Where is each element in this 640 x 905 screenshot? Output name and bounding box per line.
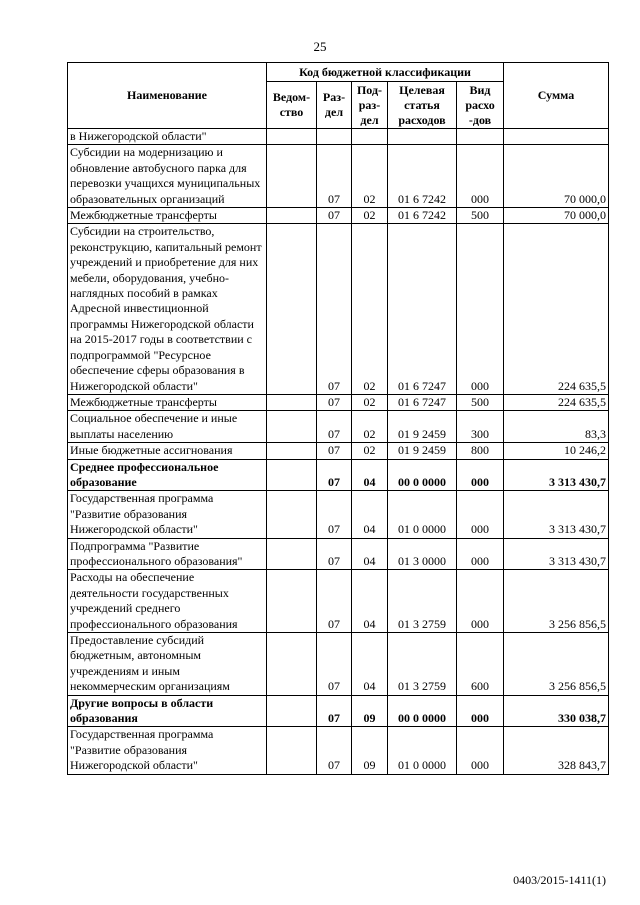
cell-name: в Нижегородской области"	[68, 129, 267, 145]
cell-target: 01 6 7242	[388, 145, 457, 208]
cell-name: Предоставление субсидий бюджетным, автономным учреждениям и иным некоммерческим организациям	[68, 633, 267, 696]
cell-podrazdel: 02	[352, 145, 388, 208]
cell-vid	[457, 129, 504, 145]
cell-vid: 000	[457, 491, 504, 538]
cell-razdel: 07	[317, 443, 352, 459]
table-row	[68, 145, 609, 208]
document-code: 0403/2015-1411(1)	[513, 873, 606, 887]
cell-razdel: 07	[317, 394, 352, 410]
cell-vedomstvo	[267, 727, 317, 774]
page-number: 25	[313, 39, 327, 54]
cell-vid: 000	[457, 570, 504, 633]
header-code-group: Код бюджетной классификации	[267, 63, 504, 82]
cell-name: Государственная программа "Развитие образования Нижегородской области"	[68, 727, 267, 774]
header-sum: Сумма	[504, 63, 609, 129]
cell-vedomstvo	[267, 443, 317, 459]
cell-sum: 3 313 430,7	[504, 538, 609, 570]
cell-sum: 10 246,2	[504, 443, 609, 459]
cell-vedomstvo	[267, 224, 317, 394]
header-razdel: Раз-дел	[317, 82, 352, 129]
cell-razdel: 07	[317, 411, 352, 443]
cell-target: 01 0 0000	[388, 727, 457, 774]
cell-name: Субсидии на модернизацию и обновление автобусного парка для перевозки учащихся муниципальных образовательных организаций	[68, 145, 267, 208]
budget-table	[67, 62, 609, 775]
cell-target: 01 9 2459	[388, 443, 457, 459]
cell-vid: 300	[457, 411, 504, 443]
cell-podrazdel: 04	[352, 570, 388, 633]
table-body	[68, 129, 609, 775]
cell-name: Субсидии на строительство, реконструкцию, капитальный ремонт учреждений и приобретение для них мебели, оборудования, учебно-наглядных пособий в рамках Адресной инвестиционной программы Нижегородской области на 2015-2017 годы в соответствии с подпрограммой "Ресурсное обеспечение сферы образования в Нижегородской области"	[68, 224, 267, 394]
cell-name: Иные бюджетные ассигнования	[68, 443, 267, 459]
cell-target	[388, 129, 457, 145]
cell-vid: 000	[457, 538, 504, 570]
cell-vedomstvo	[267, 491, 317, 538]
cell-sum: 70 000,0	[504, 145, 609, 208]
cell-sum	[504, 129, 609, 145]
header-podrazdel: Под-раз-дел	[352, 82, 388, 129]
cell-target: 01 6 7242	[388, 208, 457, 224]
table-header	[68, 63, 609, 129]
cell-vid: 500	[457, 394, 504, 410]
cell-sum: 3 256 856,5	[504, 633, 609, 696]
table-row	[68, 695, 609, 727]
cell-sum: 224 635,5	[504, 224, 609, 394]
table-row	[68, 491, 609, 538]
cell-podrazdel: 04	[352, 459, 388, 491]
cell-razdel: 07	[317, 538, 352, 570]
table-row	[68, 224, 609, 394]
cell-vid: 000	[457, 727, 504, 774]
table-row	[68, 394, 609, 410]
header-target: Целевая статья расходов	[388, 82, 457, 129]
cell-razdel: 07	[317, 459, 352, 491]
cell-name: Государственная программа "Развитие образования Нижегородской области"	[68, 491, 267, 538]
cell-target: 00 0 0000	[388, 459, 457, 491]
cell-target: 01 6 7247	[388, 224, 457, 394]
table-row	[68, 538, 609, 570]
cell-vedomstvo	[267, 129, 317, 145]
cell-target: 01 3 2759	[388, 633, 457, 696]
cell-razdel: 07	[317, 695, 352, 727]
cell-target: 01 3 0000	[388, 538, 457, 570]
cell-razdel: 07	[317, 727, 352, 774]
header-vid: Вид расхо -дов	[457, 82, 504, 129]
cell-razdel: 07	[317, 224, 352, 394]
cell-sum: 70 000,0	[504, 208, 609, 224]
cell-vedomstvo	[267, 394, 317, 410]
cell-podrazdel	[352, 129, 388, 145]
table-row	[68, 633, 609, 696]
cell-name: Подпрограмма "Развитие профессионального образования"	[68, 538, 267, 570]
cell-razdel	[317, 129, 352, 145]
cell-sum: 224 635,5	[504, 394, 609, 410]
cell-sum: 3 256 856,5	[504, 570, 609, 633]
cell-sum: 3 313 430,7	[504, 491, 609, 538]
cell-sum: 83,3	[504, 411, 609, 443]
table-row	[68, 411, 609, 443]
cell-vedomstvo	[267, 208, 317, 224]
header-vedomstvo: Ведом-ство	[267, 82, 317, 129]
cell-vedomstvo	[267, 411, 317, 443]
cell-vid: 600	[457, 633, 504, 696]
cell-target: 00 0 0000	[388, 695, 457, 727]
cell-podrazdel: 02	[352, 443, 388, 459]
cell-podrazdel: 09	[352, 695, 388, 727]
cell-vid: 500	[457, 208, 504, 224]
table-row	[68, 570, 609, 633]
cell-razdel: 07	[317, 145, 352, 208]
cell-podrazdel: 02	[352, 224, 388, 394]
cell-vid: 000	[457, 224, 504, 394]
table-row	[68, 727, 609, 774]
cell-podrazdel: 04	[352, 538, 388, 570]
cell-podrazdel: 02	[352, 394, 388, 410]
cell-sum: 328 843,7	[504, 727, 609, 774]
cell-vid: 000	[457, 695, 504, 727]
cell-razdel: 07	[317, 208, 352, 224]
cell-target: 01 0 0000	[388, 491, 457, 538]
table-row	[68, 459, 609, 491]
cell-vedomstvo	[267, 570, 317, 633]
cell-podrazdel: 04	[352, 491, 388, 538]
cell-vid: 000	[457, 145, 504, 208]
cell-name: Среднее профессиональное образование	[68, 459, 267, 491]
header-name: Наименование	[68, 63, 267, 129]
cell-name: Другие вопросы в области образования	[68, 695, 267, 727]
cell-vedomstvo	[267, 633, 317, 696]
cell-vid: 000	[457, 459, 504, 491]
cell-razdel: 07	[317, 570, 352, 633]
cell-podrazdel: 04	[352, 633, 388, 696]
cell-sum: 3 313 430,7	[504, 459, 609, 491]
cell-vedomstvo	[267, 695, 317, 727]
cell-razdel: 07	[317, 491, 352, 538]
cell-razdel: 07	[317, 633, 352, 696]
cell-target: 01 9 2459	[388, 411, 457, 443]
cell-name: Межбюджетные трансферты	[68, 394, 267, 410]
cell-target: 01 3 2759	[388, 570, 457, 633]
table-row	[68, 443, 609, 459]
cell-vedomstvo	[267, 459, 317, 491]
cell-podrazdel: 02	[352, 411, 388, 443]
cell-vedomstvo	[267, 538, 317, 570]
cell-podrazdel: 02	[352, 208, 388, 224]
cell-vid: 800	[457, 443, 504, 459]
cell-podrazdel: 09	[352, 727, 388, 774]
cell-target: 01 6 7247	[388, 394, 457, 410]
cell-vedomstvo	[267, 145, 317, 208]
cell-sum: 330 038,7	[504, 695, 609, 727]
table-row	[68, 129, 609, 145]
cell-name: Социальное обеспечение и иные выплаты населению	[68, 411, 267, 443]
cell-name: Межбюджетные трансферты	[68, 208, 267, 224]
cell-name: Расходы на обеспечение деятельности государственных учреждений среднего профессионального образования	[68, 570, 267, 633]
table-row	[68, 208, 609, 224]
